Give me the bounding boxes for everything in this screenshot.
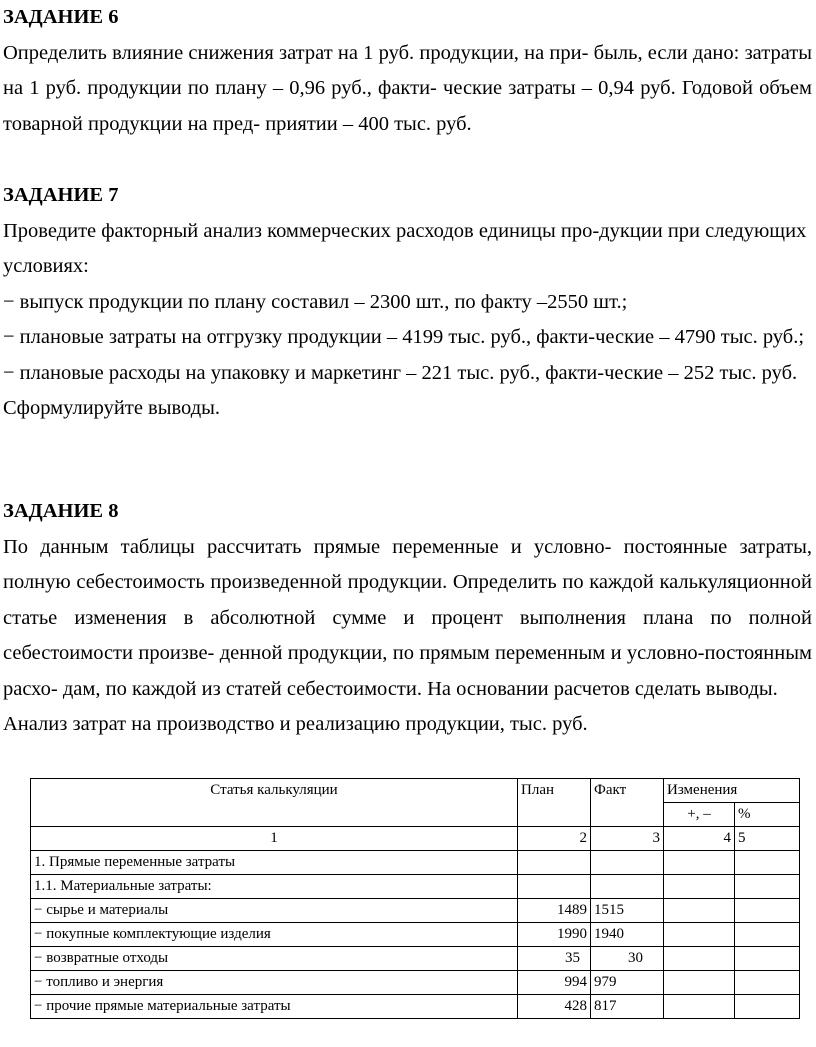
header-changes: Изменения (664, 779, 800, 803)
task-7 (3, 178, 812, 427)
row-plan: 35 (518, 947, 591, 971)
table-caption: Анализ затрат на производство и реализацию продукции, тыс. руб. (3, 713, 588, 735)
table-row (31, 923, 800, 947)
row-fact: 1940 (591, 923, 664, 947)
header-item: Статья калькуляции (31, 779, 518, 827)
row-name: − прочие прямые материальные затраты (31, 995, 518, 1019)
row-pct (735, 995, 800, 1019)
row-name: − покупные комплектующие изделия (31, 923, 518, 947)
cost-analysis-table (30, 778, 800, 1019)
row-pct (735, 971, 800, 995)
row-abs (664, 995, 735, 1019)
header-pct: % (735, 803, 800, 827)
table-row (31, 851, 800, 875)
task-8-heading: ЗАДАНИЕ 8 (3, 500, 119, 522)
task-8 (3, 494, 812, 743)
table-row (31, 971, 800, 995)
row-pct (735, 923, 800, 947)
col-number-5: 5 (735, 827, 800, 851)
col-number-1: 1 (31, 827, 518, 851)
row-abs (664, 923, 735, 947)
row-name: − топливо и энергия (31, 971, 518, 995)
row-pct (735, 875, 800, 899)
task-6 (3, 0, 812, 142)
task-6-heading: ЗАДАНИЕ 6 (3, 6, 119, 28)
table-row (31, 875, 800, 899)
row-fact (591, 875, 664, 899)
col-number-2: 2 (518, 827, 591, 851)
row-fact: 1515 (591, 899, 664, 923)
table-number-row (31, 827, 800, 851)
row-name: 1.1. Материальные затраты: (31, 875, 518, 899)
row-name: 1. Прямые переменные затраты (31, 851, 518, 875)
task-6-text: Определить влияние снижения затрат на 1 руб. продукции, на при- быль, если дано: затраты на 1 руб. продукции по плану – 0,96 руб., факти- ческие затраты – 0,94 руб. Годовой объем товарной продукции на пред- приятии – 400 тыс. руб. (3, 41, 812, 135)
row-plan (518, 851, 591, 875)
row-fact (591, 851, 664, 875)
row-name: − возвратные отходы (31, 947, 518, 971)
row-abs (664, 851, 735, 875)
table-row (31, 899, 800, 923)
row-abs (664, 899, 735, 923)
row-abs (664, 971, 735, 995)
table-row (31, 995, 800, 1019)
table-row (31, 947, 800, 971)
row-plan (518, 875, 591, 899)
row-fact: 30 (591, 947, 664, 971)
table-header-row (31, 779, 800, 803)
row-abs (664, 947, 735, 971)
task-8-text: По данным таблицы рассчитать прямые переменные и условно- постоянные затраты, полную себестоимость произведенной продукции. Определить по каждой калькуляционной статье изменения в абсолютной сумме и процент выполнения плана по полной себестоимости произве- денной продукции, по прямым переменным и условно-постоянным расхо- дам, по каждой из статей себестоимости. На основании расчетов сделать выводы. (3, 535, 812, 700)
row-name: − сырье и материалы (31, 899, 518, 923)
col-number-4: 4 (664, 827, 735, 851)
task-7-item-1: − выпуск продукции по плану составил – 2300 шт., по факту –2550 шт.; (3, 290, 628, 313)
row-fact: 817 (591, 995, 664, 1019)
row-fact: 979 (591, 971, 664, 995)
header-plan: План (518, 779, 591, 827)
row-plan: 1990 (518, 923, 591, 947)
header-fact: Факт (591, 779, 664, 827)
row-abs (664, 875, 735, 899)
task-7-heading: ЗАДАНИЕ 7 (3, 184, 119, 206)
header-abs: +, – (664, 803, 735, 827)
row-plan: 428 (518, 995, 591, 1019)
row-pct (735, 851, 800, 875)
row-plan: 994 (518, 971, 591, 995)
row-plan: 1489 (518, 899, 591, 923)
col-number-3: 3 (591, 827, 664, 851)
row-pct (735, 947, 800, 971)
task-7-intro: Проведите факторный анализ коммерческих расходов единицы про-дукции при следующих условиях: (3, 219, 807, 277)
task-7-item-3: − плановые расходы на упаковку и маркетинг – 221 тыс. руб., факти-ческие – 252 тыс. руб. Сформулируйте выводы. (3, 361, 798, 419)
row-pct (735, 899, 800, 923)
task-7-item-2: − плановые затраты на отгрузку продукции – 4199 тыс. руб., факти-ческие – 4790 тыс. руб.; (3, 326, 805, 348)
